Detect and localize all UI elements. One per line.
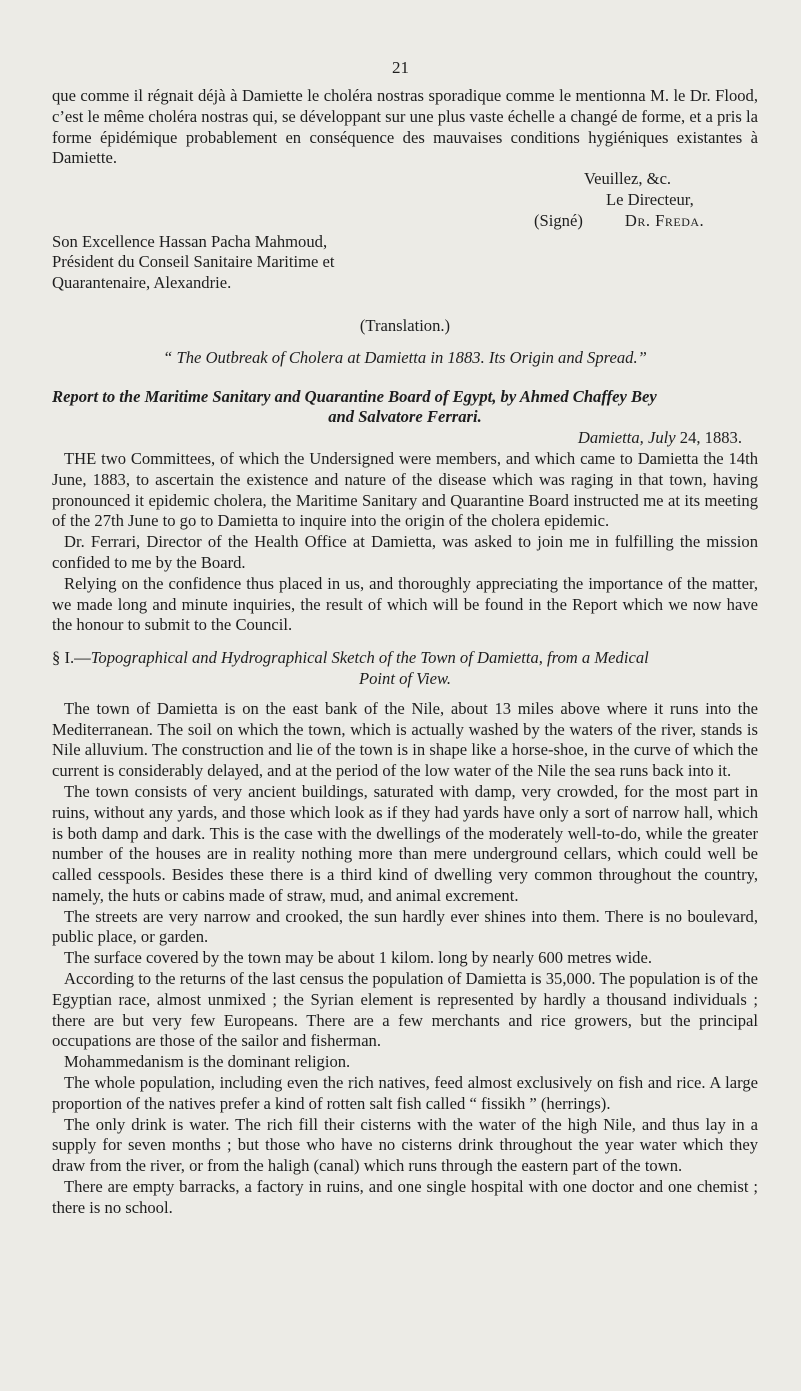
body-paragraph: The streets are very narrow and crooked, the sun hardly ever shines into them. There is no boulevard, public place, or garden. (52, 906, 758, 947)
body-paragraph: According to the returns of the last census the population of Damietta is 35,000. The population is of the Egyptian race, almost unmixed ; the Syrian element is represented by hardly a thousand individuals ; there are but very few Europeans. There are a few merchants and rice growers, but the principal occupations are those of the sailor and fisherman. (52, 969, 758, 1051)
letter-signature (52, 211, 758, 232)
addressee-line: Président du Conseil Sanitaire Maritime et (52, 252, 335, 272)
dateline-date: 24, 1883. (679, 428, 742, 448)
body-paragraph: Mohammedanism is the dominant religion. (64, 1052, 351, 1072)
body-paragraph: The town consists of very ancient buildings, saturated with damp, very crowded, for the most part in ruins, without any yards, and those which look as if they had yards have only a sort of narrow hall, which is both damp and dark. This is the case with the dwellings of the moderately well-to-do, while the greater number of the houses are in reality nothing more than mere underground cellars, which could well be called cesspools. Besides these there is a third kind of dwelling very common throughout the country, namely, the huts or cabins made of straw, mud, and animal excrement. (52, 781, 758, 905)
report-title: Report to the Maritime Sanitary and Quarantine Board of Egypt, by Ahmed Chaffey Bey (52, 386, 657, 406)
addressee-line: Quarantenaire, Alexandrie. (52, 273, 232, 293)
letter-signatory-title: Le Directeur, (606, 189, 694, 209)
signed-label: (Signé) (534, 210, 583, 230)
section-title: Topographical and Hydrographical Sketch of the Town of Damietta, from a Medical (90, 648, 649, 668)
body-paragraph: There are empty barracks, a factory in ruins, and one single hospital with one doctor and one chemist ; there is no school. (52, 1177, 758, 1217)
page-content (52, 86, 758, 1219)
letter-closing: Veuillez, &c. (584, 169, 672, 189)
letter-body: que comme il régnait déjà à Damiette le choléra nostras sporadique comme le mentionna M. le Dr. Flood, c’est le même choléra nostras qui, se développant sur une plus vaste échelle a changé de forme, et a pris la forme épidémique probablement en conséquence des mauvaises conditions hygiéniques existantes à Damiette. (52, 86, 758, 168)
report-title-cont: and Salvatore Ferrari. (328, 407, 482, 427)
signatory-name: Dr. Freda. (624, 210, 705, 230)
addressee-line: Son Excellence Hassan Pacha Mahmoud, (52, 231, 328, 251)
body-paragraph: The only drink is water. The rich fill their cisterns with the water of the high Nile, and thus lay in a supply for seven months ; but those who have no cisterns drink throughout the year water which they draw from the river, or from the haligh (canal) which runs through the eastern part of the town. (52, 1114, 758, 1176)
intro-paragraph: Relying on the confidence thus placed in us, and thoroughly appreciating the importance of the matter, we made long and minute inquiries, the result of which will be found in the Report which we now have the honour to submit to the Council. (52, 573, 758, 635)
intro-paragraph: Dr. Ferrari, Director of the Health Office at Damietta, was asked to join me in fulfilling the mission confided to me by the Board. (52, 532, 758, 572)
dateline-place: Damietta, July (577, 428, 676, 448)
body-paragraph: The whole population, including even the rich natives, feed almost exclusively on fish and rice. A large proportion of the natives prefer a kind of rotten salt fish called “ fissikh ” (herrings). (52, 1073, 758, 1113)
article-title: “ The Outbreak of Cholera at Damietta in 1883. Its Origin and Spread.” (163, 347, 647, 367)
body-paragraph: The surface covered by the town may be about 1 kilom. long by nearly 600 metres wide. (64, 948, 652, 968)
page-number: 21 (392, 58, 409, 77)
section-heading (52, 648, 758, 669)
body-paragraph: The town of Damietta is on the east bank of the Nile, about 13 miles above where it runs into the Mediterranean. The soil on which the town, which is actually washed by the waters of the river, stands is Nile alluvium. The construction and lie of the town is in shape like a horse-shoe, in the curve of which the current is considerably delayed, and at the period of the low water of the Nile the sea runs back into it. (52, 698, 758, 781)
section-title-cont: Point of View. (358, 668, 452, 688)
report-dateline (52, 428, 758, 449)
intro-paragraph: THE two Committees, of which the Undersigned were members, and which came to Damietta the 14th June, 1883, to ascertain the existence and nature of the disease which was raging in that town, having pronounced it epidemic cholera, the Maritime Sanitary and Quarantine Board instructed me at its meeting of the 27th June to go to Damietta to inquire into the origin of the cholera epidemic. (52, 448, 758, 531)
translation-label: (Translation.) (359, 315, 451, 335)
section-symbol: § I.— (52, 648, 91, 668)
